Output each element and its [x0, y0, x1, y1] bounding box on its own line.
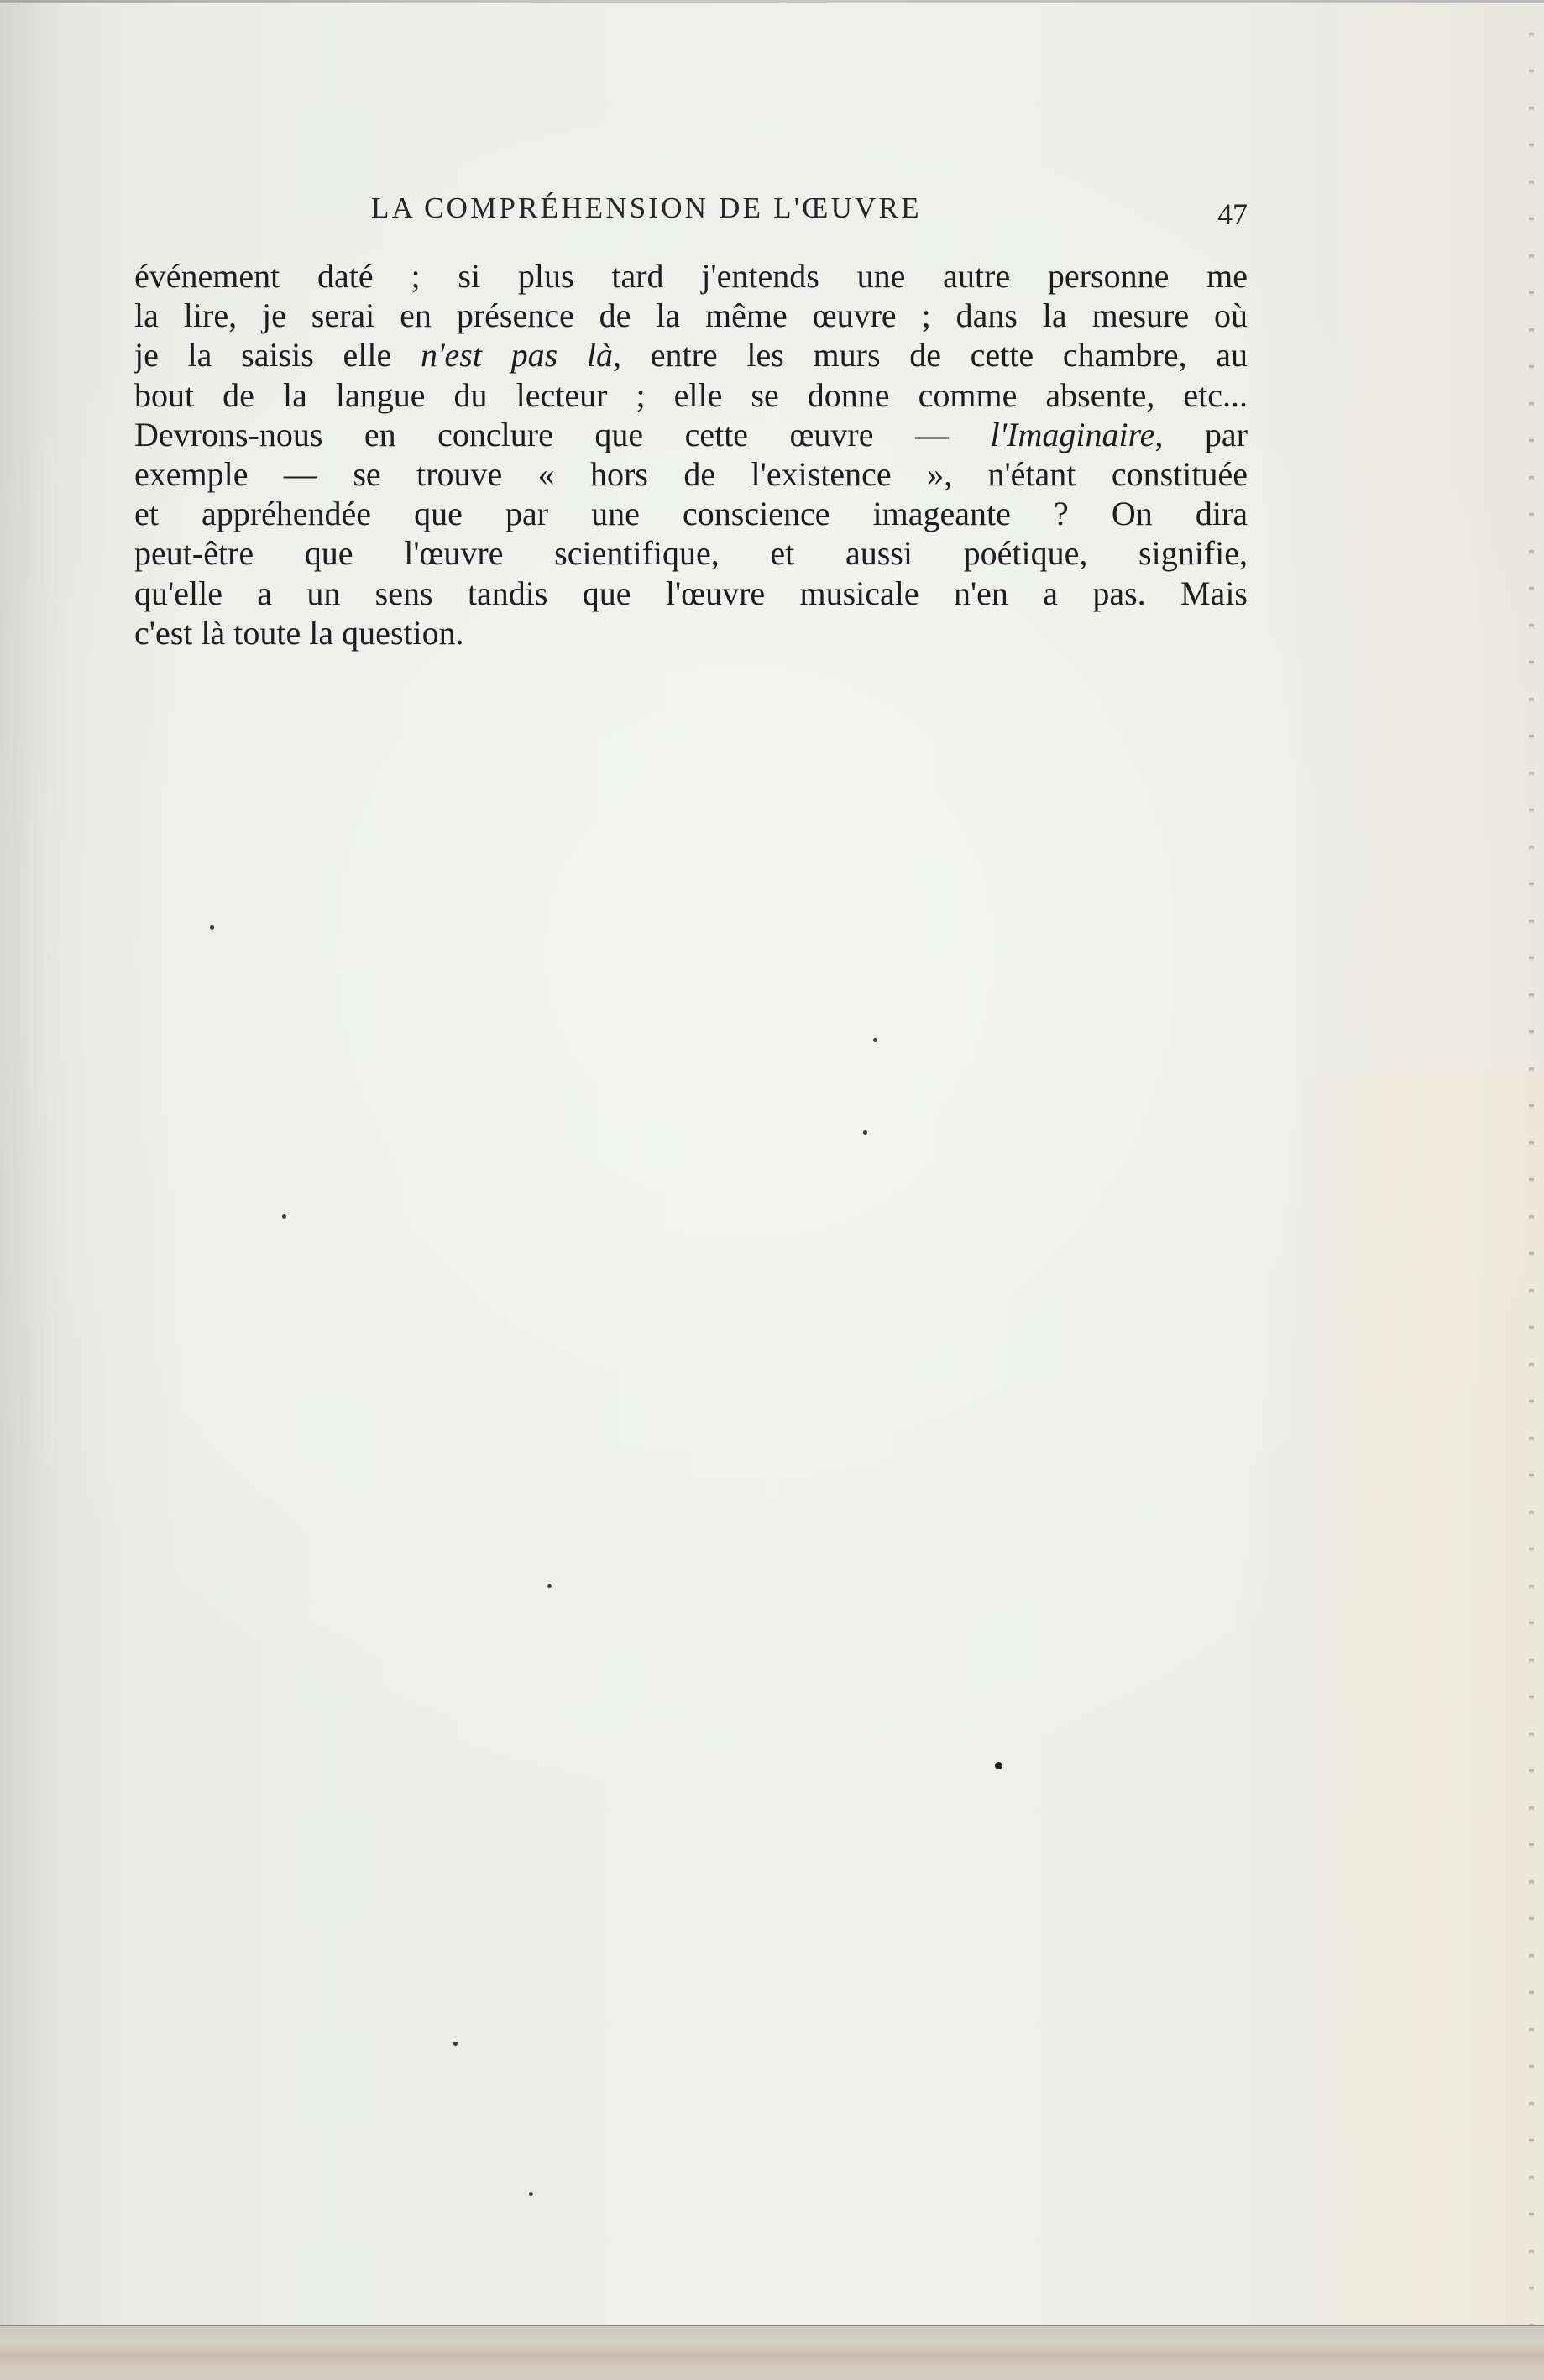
text-segment: , entre les murs de cette chambre, au [613, 336, 1248, 375]
text-segment: exemple — se trouve « hors de l'existence », n'étant constituée [134, 454, 1248, 493]
text-line [134, 296, 1248, 335]
text-segment: c'est là toute la question. [134, 613, 464, 652]
text-line [134, 256, 1248, 296]
text-segment: qu'elle a un sens tandis que l'œuvre musicale n'en a pas. Mais [134, 574, 1248, 612]
paper-speck [873, 1038, 877, 1042]
text-segment: la lire, je serai en présence de la même œuvre ; dans la mesure où [134, 296, 1248, 335]
page-number: 47 [1217, 197, 1248, 231]
page-underlay [0, 2326, 1544, 2380]
paper-speck [995, 1762, 1002, 1769]
text-line [134, 454, 1248, 494]
paper-speck [282, 1214, 286, 1219]
paper-speck [453, 2042, 458, 2046]
paper-speck [210, 925, 214, 930]
text-line [134, 533, 1248, 573]
text-line [134, 613, 1248, 653]
text-segment: bout de la langue du lecteur ; elle se donne comme absente, etc... [134, 375, 1248, 414]
text-segment: peut-être que l'œuvre scientifique, et aussi poétique, signifie, [134, 534, 1248, 573]
italic-text: l'Imaginaire [990, 415, 1155, 453]
italic-text: n'est pas là [420, 336, 614, 375]
text-line [134, 494, 1248, 533]
text-segment: , par [1154, 415, 1248, 453]
text-line [134, 415, 1248, 454]
paper-speck [863, 1130, 867, 1135]
paper-speck [547, 1584, 552, 1588]
page-discoloration [1293, 1075, 1544, 2335]
page-right-edge [1529, 0, 1534, 2380]
paper-speck [529, 2192, 533, 2196]
body-text [134, 256, 1248, 653]
text-line [134, 574, 1248, 613]
text-segment: et appréhendée que par une conscience imageante ? On dira [134, 495, 1248, 533]
running-title: LA COMPRÉHENSION DE L'ŒUVRE [371, 191, 922, 224]
text-segment: je la saisis elle [134, 336, 421, 375]
text-line [134, 335, 1248, 375]
page-top-edge [0, 0, 1544, 3]
page-header [134, 191, 1248, 239]
text-line [134, 375, 1248, 415]
text-segment: Devrons-nous en conclure que cette œuvre — [134, 415, 991, 453]
text-segment: événement daté ; si plus tard j'entends une autre personne me [134, 257, 1248, 295]
